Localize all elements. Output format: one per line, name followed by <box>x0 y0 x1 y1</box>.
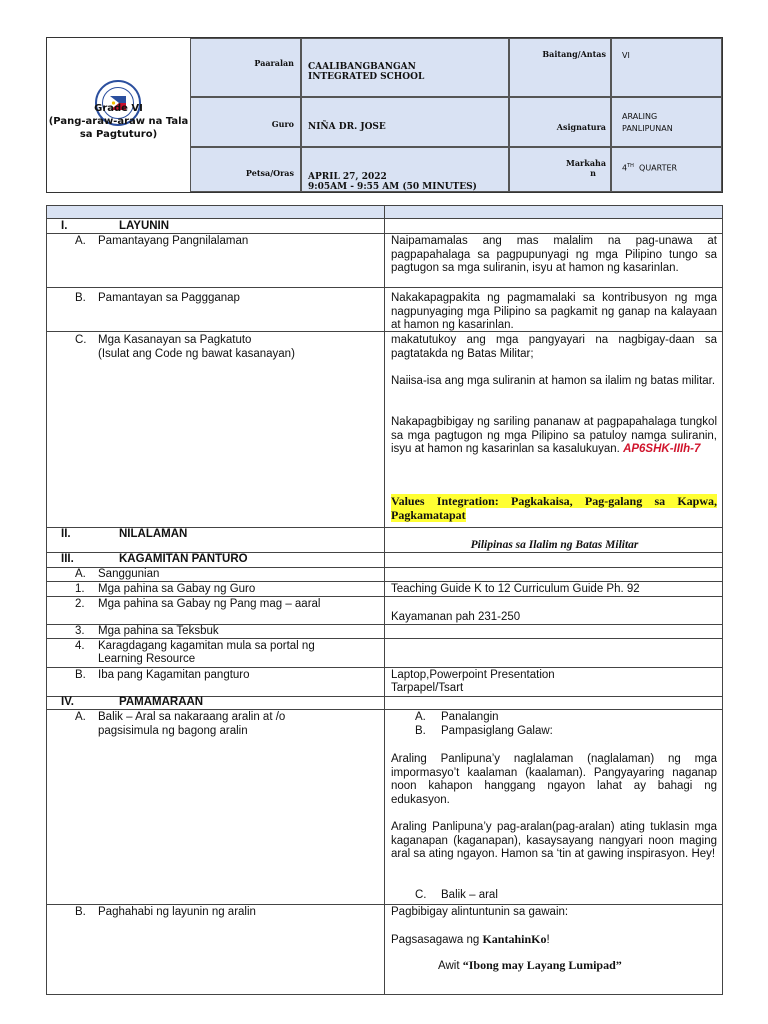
item-panalangin: Panalangin <box>441 711 499 723</box>
table-head-left <box>46 205 385 219</box>
petsa-label-cell <box>190 147 301 192</box>
asignatura-label: Asignatura <box>556 122 606 132</box>
pb-value2: Pagsasagawa ng KantahinKo! <box>391 932 550 946</box>
petsa-value-line1: APRIL 27, 2022 <box>308 172 387 182</box>
song-para2: Araling Panlipuna’y pag-aralan(pag-aralan) ating tuklasin mga kaganapan (kaganapan), kasaysayang nangyari noon maging aral sa ating ngayon. Hamon sa ‘tin at gawing inspirasyon. Hey! <box>391 821 717 860</box>
paaralan-value-line1: CAALIBANGBANGAN <box>308 62 416 72</box>
c-value3: Nakapagbibigay ng sariling pananaw at pagpapahalaga tungkol sa mga pagtugon ng mga Pilipino sa patuloy namga suliranin, isyu at hamon ng kasarinlan sa kasalukuyan. AP6SHK-IIIh-7 <box>391 416 717 455</box>
table-head-right <box>384 205 723 219</box>
pb-value1: Pagbibigay alintuntunin sa gawain: <box>391 906 569 918</box>
logo-cell <box>47 38 190 192</box>
r1-value: Teaching Guide K to 12 Curriculum Guide Ph. 92 <box>391 583 640 595</box>
row-iba-pang-kagamitan: B. Iba pang Kagamitan pangturo <box>46 667 385 697</box>
subtitle-line2: sa Pagtuturo) <box>79 129 158 140</box>
baitang-value-cell <box>611 38 722 97</box>
a-value: Naipamamalas ang mas malalim na pag-unawa at pagpapahalaga sa pagpupunyagi ng mga Pilipino tungo sa pagtugon sa mga suliranin, isyu at hamon ng kasarinlan. <box>391 235 717 274</box>
row-karagdagang-kagamitan: 4. Karagdagang kagamitan mula sa portal ng Learning Resource <box>46 638 385 668</box>
row-gabay-guro: 1. Mga pahina sa Gabay ng Guro <box>46 581 385 597</box>
row-balik-aral: A. Balik – Aral sa nakaraang aralin at /o pagsisimula ng bagong aralin <box>46 709 385 905</box>
header-table <box>46 37 723 193</box>
grade-title: Grade VI <box>94 103 143 114</box>
nilalaman-value: Pilipinas sa Ilalim ng Batas Militar <box>470 539 639 551</box>
row-sanggunian: A. Sanggunian <box>46 567 385 582</box>
r2-value: Kayamanan pah 231-250 <box>391 611 521 623</box>
markahan-label-cell <box>509 147 611 192</box>
rb-value1: Laptop,Powerpoint Presentation <box>391 669 555 681</box>
b-value: Nakakapagpakita ng pagmamalaki sa kontribusyon ng mga nagpunyaging mga Pilipino sa pagkamit ng ganap na kalayaan at hamon ng kasarinlan. <box>391 292 717 331</box>
row-mga-kasanayan: C. Mga Kasanayan sa Pagkatuto (Isulat ang Code ng bawat kasanayan) <box>46 331 385 528</box>
guro-value: NIÑA DR. JOSE <box>308 122 386 132</box>
markahan-label-line2: n <box>590 168 596 178</box>
rb-value2: Tarpapel/Tsart <box>391 682 464 694</box>
c-value1: makatutukoy ang mga pangyayari na nagbigay-daan sa pagtatakda ng Batas Militar; <box>391 334 717 360</box>
asignatura-value-line1: ARALING <box>622 112 658 121</box>
petsa-label: Petsa/Oras <box>245 168 294 178</box>
c-value2: Naiisa-isa ang mga suliranin at hamon sa ilalim ng batas militar. <box>391 375 716 387</box>
asignatura-label-cell <box>509 97 611 147</box>
baitang-label-cell <box>509 38 611 97</box>
guro-value-cell <box>301 97 509 147</box>
guro-label-cell <box>190 97 301 147</box>
baitang-label: Baitang/Antas <box>542 49 606 59</box>
section-kagamitan: III. KAGAMITAN PANTURO <box>46 552 385 568</box>
asignatura-value-line2: PANLIPUNAN <box>622 124 673 133</box>
competency-code: AP6SHK-IIIh-7 <box>623 443 701 455</box>
row-paghahabi: B. Paghahabi ng layunin ng aralin <box>46 904 385 995</box>
item-balik-aral: Balik – aral <box>441 889 498 901</box>
paaralan-value-line2: INTEGRATED SCHOOL <box>308 72 425 82</box>
song-para1: Araling Panlipuna’y naglalaman (naglalaman) ng mga impormasyo’t kaalaman (kaalaman). Pangyayaring naganap noon kahapon hanggang ngayon lahat ay bahagi ng edukasyon. <box>391 753 717 806</box>
item-pampasiglang-galaw: Pampasiglang Galaw: <box>441 725 553 737</box>
section-nilalaman: II. NILALAMAN <box>46 527 385 553</box>
row-teksbuk: 3. Mga pahina sa Teksbuk <box>46 624 385 639</box>
asignatura-value-cell <box>611 97 722 147</box>
petsa-value-cell <box>301 147 509 192</box>
petsa-value-line2: 9:05AM - 9:55 AM (50 MINUTES) <box>308 182 477 192</box>
subtitle-line1: (Pang-araw-araw na Tala <box>48 116 189 127</box>
markahan-value-cell <box>611 147 722 192</box>
baitang-value: VI <box>622 51 630 60</box>
markahan-value: 4TH QUARTER <box>622 163 678 173</box>
values-integration: Values Integration: Pagkakaisa, Pag-galang sa Kapwa, Pagkamatapat <box>391 494 717 522</box>
row-pamantayan-sa-pagganap: B. Pamantayan sa Paggganap <box>46 287 385 332</box>
section-pamamaraan: IV. PAMAMARAAN <box>46 696 385 710</box>
markahan-label-line1: Markaha <box>566 158 606 168</box>
paaralan-value-cell <box>301 38 509 97</box>
guro-label: Guro <box>271 119 294 129</box>
row-pamantayang-pangnilalaman: A. Pamantayang Pangnilalaman <box>46 233 385 288</box>
lesson-table: I. LAYUNIN A. Pamantayang Pangnilalaman Naipamamalas ang mas malalim na pag-unawa at pagpapahalaga sa pagpupunyagi ng mga Pilipino tungo sa pagtugon sa mga suliranin, isyu at hamon ng kasarinlan. B. Pamantayan sa Paggganap Nakakapagpakita ng pagmamalaki sa kontribusyon ng mga nagpunyaging mga Pilipino sa pagkamit ng ganap na kalayaan at hamon ng kasarinlan. C. Mga Kasanayan sa Pagkatuto (Isulat ang Code ng bawat kasanayan) makatutukoy ang mga pangyayari na nagbigay-daan sa pagtatakda ng Batas Militar; Naiisa-isa ang mga suliranin at hamon sa ilalim ng batas militar. Nakapagbibigay ng sariling pananaw at pagpapahalaga tungkol sa mga pagtugon ng mga Pilipino sa patuloy namga suliranin, isyu at hamon ng kasarinlan sa kasalukuyan. AP6SHK-IIIh-7 Values Integration: Pagkakaisa, Pag-galang sa Kapwa, Pagkamatapat II. NILALAMAN Pilipinas sa Ilalim ng Batas Militar III. KAGAMITAN PANTURO A. Sanggunian 1. Mga pahina sa Gabay ng Guro Teaching Guide K to 12 Curriculum Guide Ph. 92 2. Mga pahina sa Gabay ng Pang mag – aaral Kayamanan pah 231-250 3. Mga pahina sa Teksbuk 4. Karagdagang kagamitan mula sa portal ng Learning Resource B. Iba pang Kagamitan pangturo Laptop,Powerpoint Presentation Tarpapel/Tsart IV. PAMAMARAAN A. Balik – Aral sa nakaraang aralin at /o pagsisimula ng bagong aralin A. Panalangin B. Pampasiglang Galaw: Araling Panlipuna’y naglalaman (naglalaman) ng mga impormasyo’t kaalaman (kaalaman). Pangyayaring naganap noon kahapon hanggang ngayon lahat ay bahagi ng edukasyon. Araling Panlipuna’y pag-aralan(pag-aralan) ating tuklasin mga kaganapan (kaganapan), kasaysayang nangyari noon maging aral sa ating ngayon. Hamon sa ‘tin at gawing inspirasyon. Hey! C. Balik – aral B. Paghahabi ng layunin ng aralin Pagbibigay alintuntunin sa gawain: Pagsasagawa ng KantahinKo! Awit “Ibong may Layang Lumipad” <box>46 205 723 995</box>
paaralan-label: Paaralan <box>254 58 294 68</box>
section-layunin: I. LAYUNIN <box>46 218 385 234</box>
pb-value3: Awit “Ibong may Layang Lumipad” <box>438 958 622 972</box>
paaralan-label-cell <box>190 38 301 97</box>
row-gabay-mag-aaral: 2. Mga pahina sa Gabay ng Pang mag – aaral <box>46 596 385 625</box>
